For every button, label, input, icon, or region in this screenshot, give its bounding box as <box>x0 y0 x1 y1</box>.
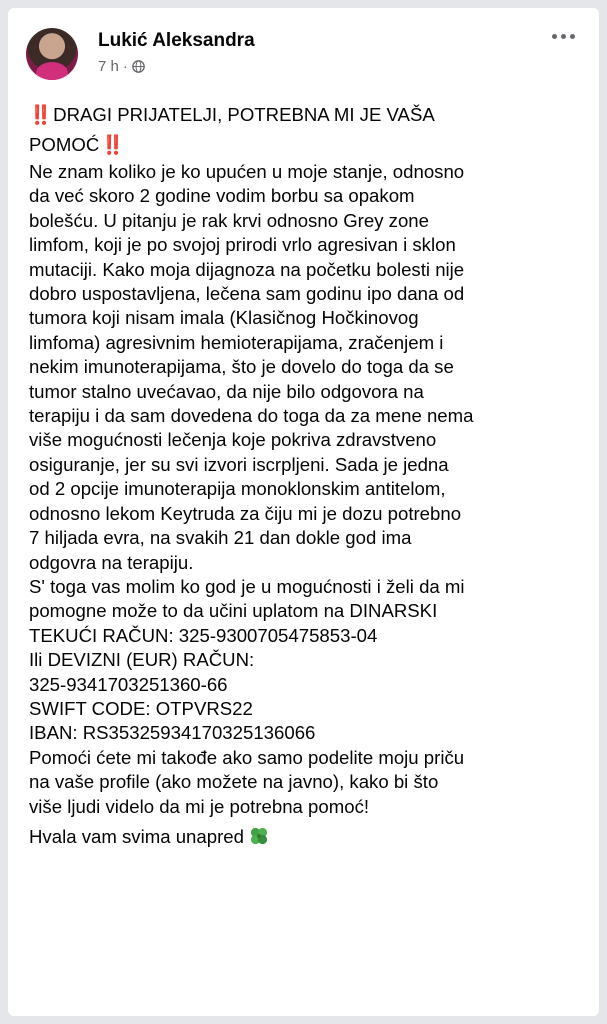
double-exclamation-icon: ‼️ <box>101 134 123 155</box>
post-text-line: mutaciji. Kako moja dijagnoza na početku bolesti nije <box>29 258 465 280</box>
post-text-line: odgovra na terapiju. <box>29 551 194 573</box>
post-text-line: odnosno lekom Keytruda za čiju mi je dozu potrebno <box>29 502 462 524</box>
post-text-line: TEKUĆI RAČUN: 325-9300705475853-04 <box>29 624 378 646</box>
headline-text-2: POMOĆ <box>29 134 100 155</box>
post-meta <box>98 58 145 75</box>
globe-icon[interactable] <box>132 60 145 73</box>
post-text-line: tumor stalno uvećavao, da nije bilo odgovora na <box>29 380 424 402</box>
post-body <box>29 100 585 849</box>
double-exclamation-icon: ‼️ <box>29 104 51 125</box>
post-text-line: od 2 opcije imunoterapija monoklonskim antitelom, <box>29 478 446 500</box>
author-name[interactable]: Lukić Aleksandra <box>98 30 255 51</box>
closing-text: Hvala vam svima unapred <box>29 825 244 847</box>
post-text-line: da već skoro 2 godine vodim borbu sa opakom <box>29 185 415 207</box>
post-text-line: Ne znam koliko je ko upućen u moje stanje, odnosno <box>29 161 465 182</box>
post-card <box>8 8 599 1016</box>
closing-line <box>29 825 585 849</box>
post-text-line: Ili DEVIZNI (EUR) RAČUN: <box>29 649 255 671</box>
more-options-icon[interactable] <box>547 26 579 46</box>
post-headline-line2 <box>29 130 585 160</box>
post-text-line: limfoma) agresivnim hemioterapijama, zračenjem i <box>29 331 444 353</box>
post-time[interactable]: 7 h <box>98 58 119 75</box>
post-text-line: 7 hiljada evra, na svakih 21 dan dokle god ima <box>29 527 412 549</box>
post-text-line: na vaše profile (ako možete na javno), kako bi što <box>29 771 439 793</box>
post-text-line: osiguranje, jer su svi izvori iscrpljeni. Sada je jedna <box>29 453 449 475</box>
post-text-line: 325-9341703251360-66 <box>29 673 228 695</box>
post-text-line: limfom, koji je po svojoj prirodi vrlo agresivan i sklon <box>29 234 456 256</box>
avatar[interactable] <box>26 28 78 80</box>
post-header <box>24 24 583 84</box>
meta-separator: · <box>122 58 128 75</box>
post-text-line: nekim imunoterapijama, što je dovelo do toga da se <box>29 356 454 378</box>
post-text-line: više ljudi videlo da mi je potrebna pomoć! <box>29 795 370 817</box>
post-text-line: S' toga vas molim ko god je u mogućnosti i želi da mi <box>29 575 465 597</box>
four-leaf-clover-icon <box>248 825 270 847</box>
post-text-line: terapiju i da sam dovedena do toga da za mene nema <box>29 405 474 427</box>
headline-text-1: DRAGI PRIJATELJI, POTREBNA MI JE VAŠA <box>53 104 435 125</box>
post-headline-line1 <box>29 100 585 130</box>
post-text-line: dobro uspostavljena, lečena sam godinu ipo dana od <box>29 283 465 305</box>
post-text <box>29 160 585 819</box>
post-text-line: SWIFT CODE: OTPVRS22 <box>29 697 253 719</box>
post-text-line: pomogne može to da učini uplatom na DINARSKI <box>29 600 438 622</box>
post-text-line: Pomoći ćete mi takođe ako samo podelite moju priču <box>29 746 465 768</box>
post-text-line: IBAN: RS35325934170325136066 <box>29 722 316 744</box>
post-text-line: više mogućnosti lečenja koje pokriva zdravstveno <box>29 429 437 451</box>
post-text-line: tumora koji nisam imala (Klasičnog Hočkinovog <box>29 307 419 329</box>
post-text-line: bolešću. U pitanju je rak krvi odnosno Grey zone <box>29 209 429 231</box>
